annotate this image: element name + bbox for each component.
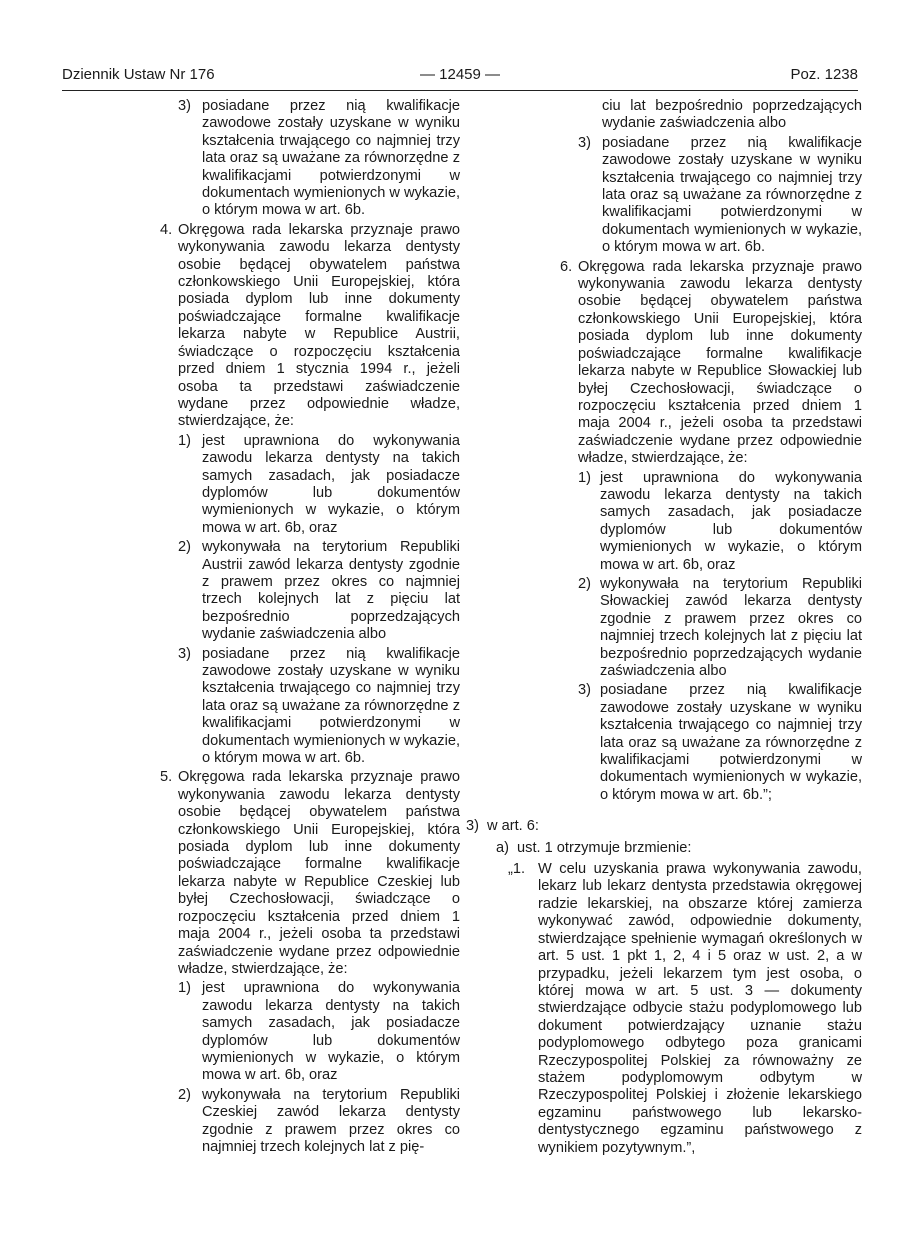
journal-title: Dziennik Ustaw Nr 176 xyxy=(62,66,215,83)
paragraph-4: 4. Okręgowa rada lekarska przyznaje prawo wykonywania zawodu lekarza dentysty osobie będącej obywatelem państwa członkowskiego Unii Europejskiej, która posiada dyplom lub inne dokumenty poświadczające formalne kwalifikacje lekarza nabyte w Republice Austrii, świadczące o rozpoczęciu kształcenia przed dniem 1 stycznia 1994 r., jeżeli osoba ta przedstawi zaświadczenie wydane przez odpowiednie władze, stwierdzające, że: xyxy=(160,221,460,430)
page-header xyxy=(62,66,858,88)
amendment-letter: a) ust. 1 otrzymuje brzmienie: xyxy=(496,839,692,856)
list-item: 2) wykonywała na terytorium Republiki Austrii zawód lekarza dentysty zgodnie z prawem przez okres co najmniej trzech kolejnych lat z pięciu lat bezpośrednio poprzedzających wydanie zaświadczenia albo xyxy=(178,539,460,643)
continuation-text: ciu lat bezpośrednio poprzedzających wydanie zaświadczenia albo xyxy=(602,98,862,132)
amendment-point: 3) w art. 6: xyxy=(466,818,539,835)
paragraph-5: 5. Okręgowa rada lekarska przyznaje prawo wykonywania zawodu lekarza dentysty osobie będącej obywatelem państwa członkowskiego Unii Europejskiej, która posiada dyplom lub inne dokumenty poświadczające formalne kwalifikacje lekarza nabyte w Republice Czeskiej lub byłej Czechosłowacji, świadczące o rozpoczęciu kształcenia przed dniem 1 maja 2004 r., jeżeli osoba ta przedstawi zaświadczenie wydane przez odpowiednie władze, stwierdzające, że: xyxy=(160,769,460,977)
paragraph-6: 6. Okręgowa rada lekarska przyznaje prawo wykonywania zawodu lekarza dentysty osobie będącej obywatelem państwa członkowskiego Unii Europejskiej, która posiada dyplom lub inne dokumenty poświadczające formalne kwalifikacje lekarza nabyte w Republice Słowackiej lub byłej Czechosłowacji, świadczące o rozpoczęciu kształcenia przed dniem 1 maja 2004 r., jeżeli osoba ta przedstawi zaświadczenie wydane przez odpowiednie władze, stwierdzające, że: xyxy=(560,258,862,467)
position-number: Poz. 1238 xyxy=(790,66,858,83)
right-column xyxy=(466,98,862,1157)
quoted-provision: „1. W celu uzyskania prawa wykonywania zawodu, lekarz lub lekarz dentysta przedstawia okręgowej radzie lekarskiej, na obszarze której zamierza wykonywać zawód, odpowiednie dokumenty, stwierdzające spełnienie wymagań określonych w art. 5 ust. 1 pkt 1, 2, 4 i 5 oraz w ust. 2, a w przypadku, jeżeli lekarzem tym jest osoba, o której mowa w art. 5 ust. 3 — dokumenty stwierdzające odbycie stażu podyplomowego lub dokument potwierdzający uznanie stażu podyplomowego odbytego poza granicami Rzeczypospolitej Polskiej za równoważny ze stażem podyplomowym odbytym w Rzeczypospolitej Polskiej i złożenie lekarskiego egzaminu państwowego lub lekarsko-dentystycznego egzaminu państwowego z wynikiem pozytywnym.”, xyxy=(508,861,862,1156)
list-item: 1) jest uprawniona do wykonywania zawodu lekarza dentysty na takich samych zasadach, jak posiadacze dyplomów lub dokumentów wymienionych w wykazie, o którym mowa w art. 6b, oraz xyxy=(578,469,862,573)
list-item: 3) posiadane przez nią kwalifikacje zawodowe zostały uzyskane w wyniku kształcenia trwającego co najmniej trzy lata oraz są uważane za równorzędne z kwalifikacjami potwierdzonymi w dokumentach wymienionych w wykazie, o którym mowa w art. 6b. xyxy=(178,98,460,219)
list-item: 3) posiadane przez nią kwalifikacje zawodowe zostały uzyskane w wyniku kształcenia trwającego co najmniej trzy lata oraz są uważane za równorzędne z kwalifikacjami potwierdzonymi w dokumentach wymienionych w wykazie, o którym mowa w art. 6b. xyxy=(578,134,862,256)
list-item: 1) jest uprawniona do wykonywania zawodu lekarza dentysty na takich samych zasadach, jak posiadacze dyplomów lub dokumentów wymienionych w wykazie, o którym mowa w art. 6b, oraz xyxy=(178,432,460,536)
list-item: 3) posiadane przez nią kwalifikacje zawodowe zostały uzyskane w wyniku kształcenia trwającego co najmniej trzy lata oraz są uważane za równorzędne z kwalifikacjami potwierdzonymi w dokumentach wymienionych w wykazie, o którym mowa w art. 6b.”; xyxy=(578,682,862,803)
list-item: 2) wykonywała na terytorium Republiki Słowackiej zawód lekarza dentysty zgodnie z prawem przez okres co najmniej trzech kolejnych lat z pięciu lat bezpośrednio poprzedzających wydanie zaświadczenia albo xyxy=(578,575,862,679)
list-item: 2) wykonywała na terytorium Republiki Czeskiej zawód lekarza dentysty zgodnie z prawem przez okres co najmniej trzech kolejnych lat z pię- xyxy=(178,1086,460,1155)
list-item: 3) posiadane przez nią kwalifikacje zawodowe zostały uzyskane w wyniku kształcenia trwającego co najmniej trzy lata oraz są uważane za równorzędne z kwalifikacjami potwierdzonymi w dokumentach wymienionych w wykazie, o którym mowa w art. 6b. xyxy=(178,645,460,767)
page-number: — 12459 — xyxy=(419,66,501,83)
left-column xyxy=(150,98,460,1158)
header-rule xyxy=(62,90,858,91)
list-item: 1) jest uprawniona do wykonywania zawodu lekarza dentysty na takich samych zasadach, jak posiadacze dyplomów lub dokumentów wymienionych w wykazie, o którym mowa w art. 6b, oraz xyxy=(178,980,460,1084)
